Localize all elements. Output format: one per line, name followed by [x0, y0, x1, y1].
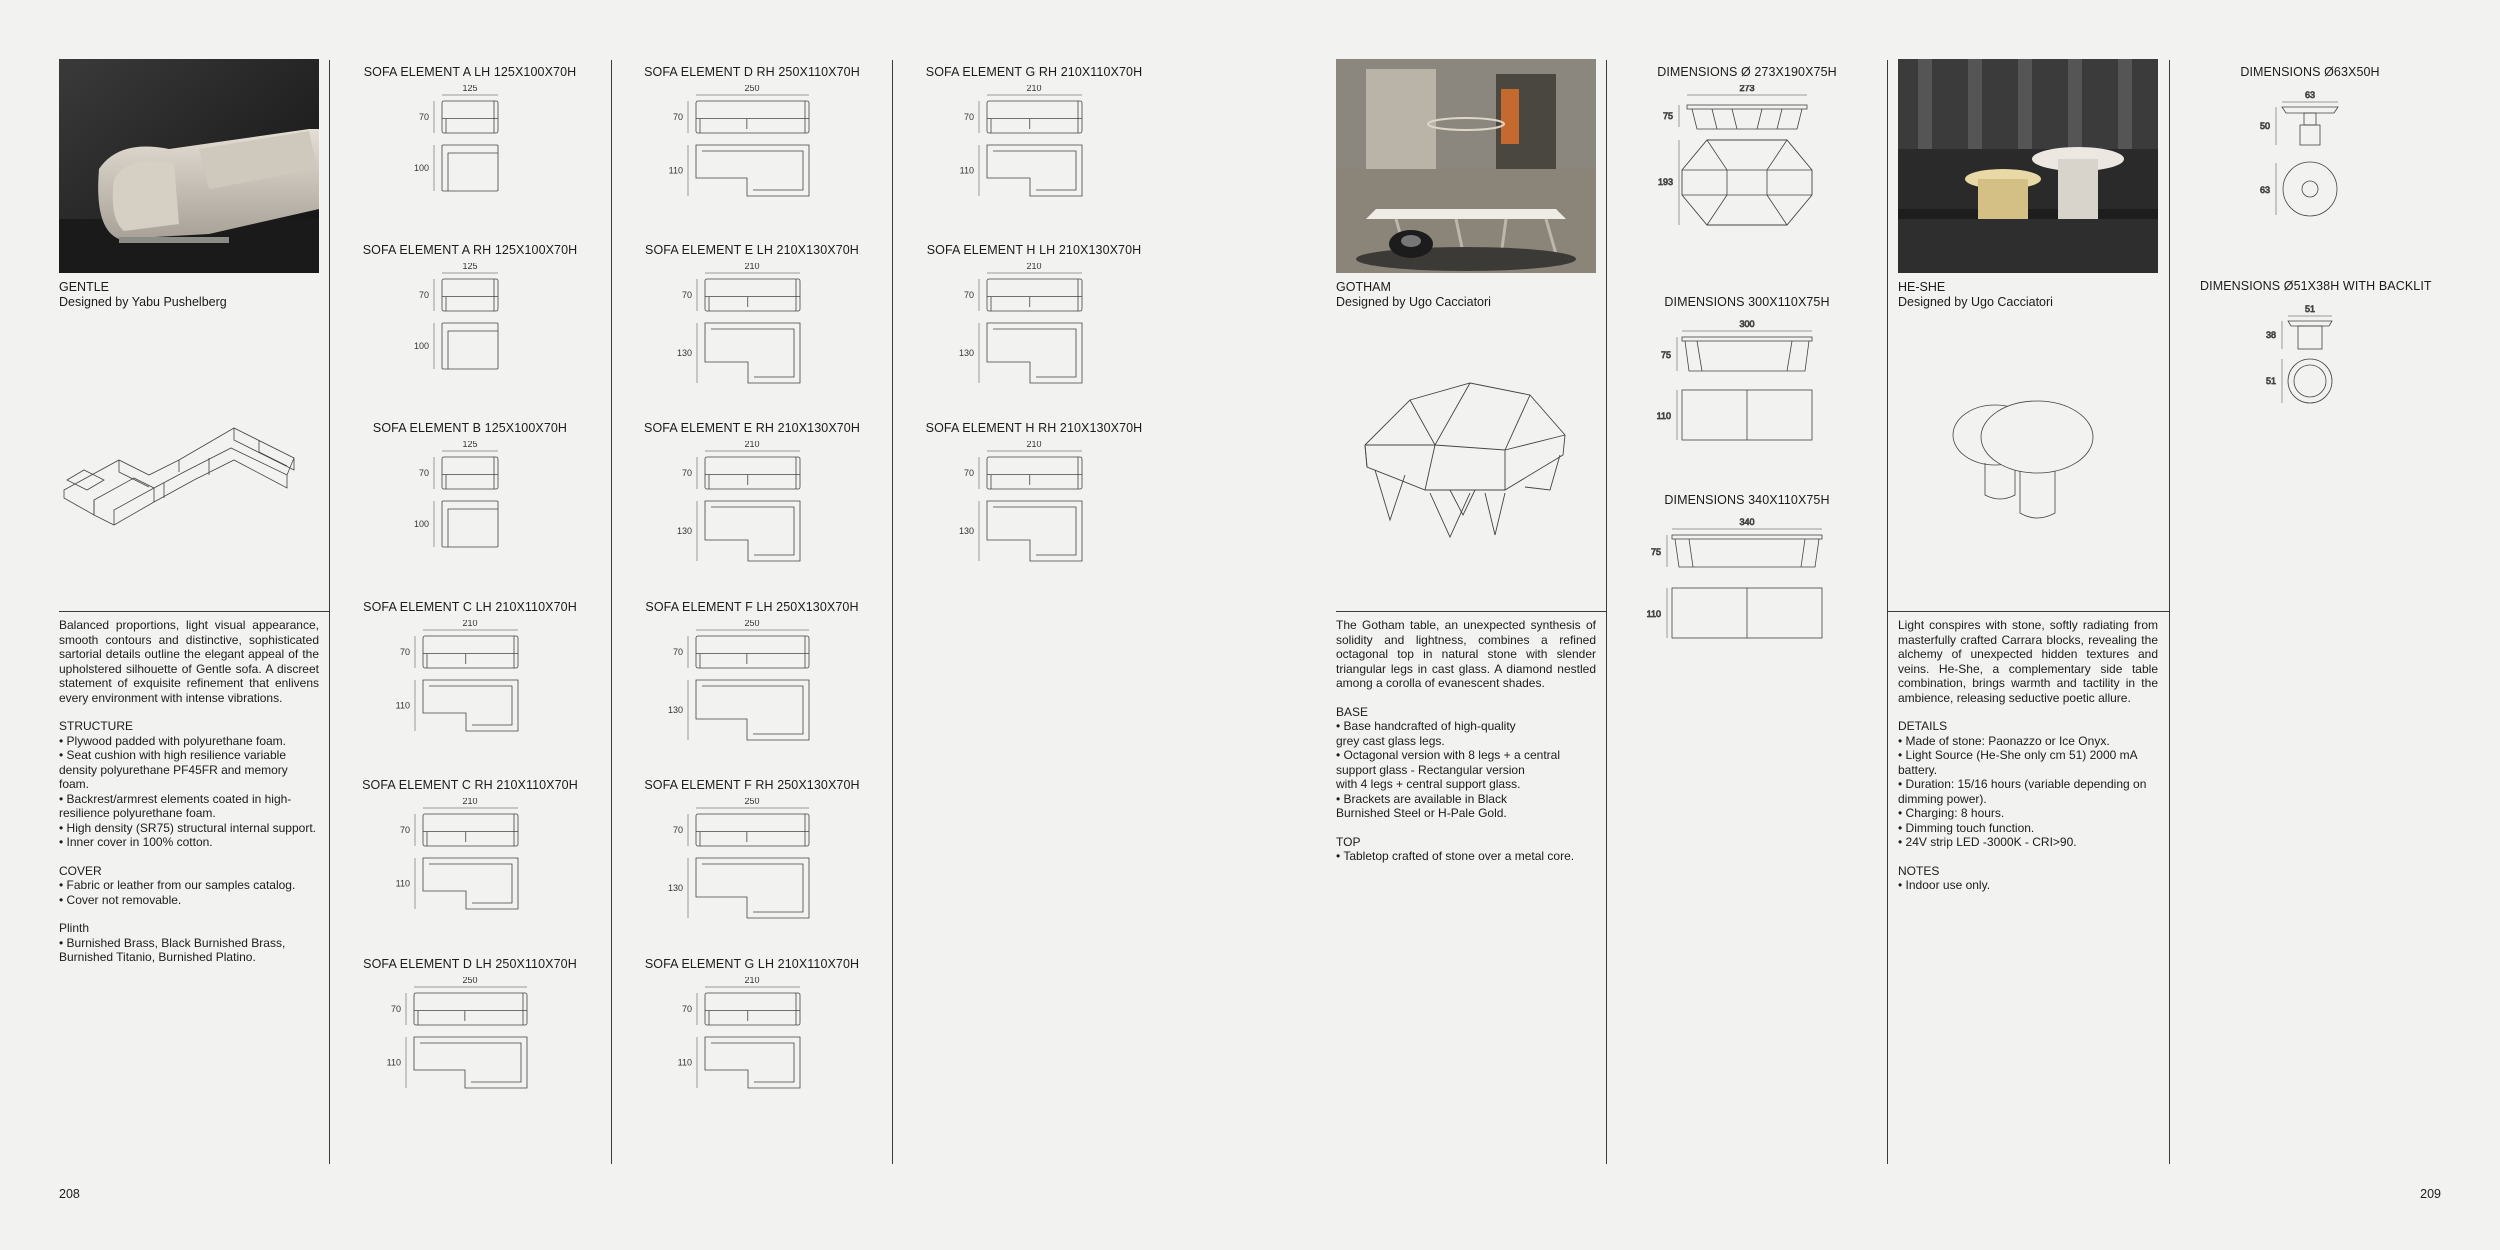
- gentle-sofa-photo: [59, 59, 319, 273]
- sofa-element-title: SOFA ELEMENT D LH 250X110X70H: [363, 957, 577, 971]
- designer-credit: Designed by Ugo Cacciatori: [1898, 295, 2053, 309]
- depth-label: 110: [1656, 411, 1671, 421]
- sofa-element-title: SOFA ELEMENT A LH 125X100X70H: [363, 65, 577, 79]
- depth-label: 51: [2265, 376, 2276, 386]
- depth-label: 100: [413, 519, 429, 529]
- elevation-outline: [442, 457, 498, 489]
- elevation-outline: [705, 993, 800, 1025]
- gotham-description: [1336, 618, 1596, 864]
- width-label: 125: [462, 85, 478, 93]
- heshe-caption: [1898, 280, 2053, 310]
- plan-outline: [987, 145, 1082, 196]
- plan-inner: [993, 151, 1076, 190]
- width-label: 125: [462, 263, 478, 271]
- height-label: 70: [418, 290, 429, 300]
- plan-outline: [705, 501, 800, 561]
- depth-label: 110: [959, 165, 974, 176]
- plan-outline: [423, 680, 518, 731]
- sofa-element-title: SOFA ELEMENT B 125X100X70H: [372, 421, 568, 435]
- section-rule: [1336, 611, 1606, 612]
- depth-label: 130: [958, 526, 974, 536]
- depth-label: 110: [668, 165, 683, 176]
- depth-label: 130: [676, 526, 692, 536]
- sofa-element-drawing: [360, 243, 580, 403]
- height-label: 70: [399, 647, 410, 657]
- bullet: • Made of stone: Paonazzo or Ice Onyx.: [1898, 733, 2110, 748]
- sofa-element-title: SOFA ELEMENT D RH 250X110X70H: [644, 65, 860, 79]
- column-divider: [2169, 60, 2170, 1164]
- sofa-element-drawing: [642, 65, 862, 225]
- width-label: 210: [1026, 85, 1042, 93]
- description-text: Balanced proportions, light visual appearance, smooth contours and distinctive, sophisticated sartorial details outline the elegant appeal of the upholstered silhouette of Gentle sofa. A discreet statement of exquisite refinement that enlivens every environment with intense vibrations.: [59, 618, 319, 705]
- depth-label: 130: [958, 348, 974, 358]
- bullet: • 24V strip LED -3000K - CRI>90.: [1898, 835, 2077, 849]
- page-number-right: 209: [2420, 1187, 2441, 1201]
- dimension-title: DIMENSIONS 300X110X75H: [1664, 295, 1830, 309]
- height-label: 70: [681, 290, 692, 300]
- width-label: 210: [744, 977, 760, 985]
- column-divider: [329, 60, 330, 1164]
- base-section: [1336, 705, 1596, 821]
- elevation-outline: [423, 814, 518, 846]
- elevation-outline: [696, 101, 809, 133]
- plan-outline: [442, 501, 498, 547]
- top-section: [1336, 835, 1596, 864]
- plan-outline: [696, 145, 809, 196]
- width-label: 63: [2304, 90, 2316, 100]
- column-divider: [611, 60, 612, 1164]
- depth-label: 130: [667, 705, 683, 715]
- height-label: 70: [681, 468, 692, 478]
- section-title: NOTES: [1898, 863, 1940, 878]
- width-label: 125: [462, 441, 478, 449]
- plan-inner: [420, 1043, 521, 1082]
- plan-outline: [442, 145, 498, 191]
- bullet: • Duration: 15/16 hours (variable depending on dimming power).: [1898, 777, 2147, 806]
- gotham-caption: [1336, 280, 1491, 310]
- elevation-outline: [987, 457, 1082, 489]
- plan-inner: [702, 686, 803, 734]
- depth-label: 130: [676, 348, 692, 358]
- width-label: 300: [1739, 319, 1755, 329]
- dimension-title: DIMENSIONS Ø63X50H: [2240, 65, 2380, 79]
- plan-inner: [448, 153, 498, 191]
- bullet: Burnished Steel or H-Pale Gold.: [1336, 806, 1507, 820]
- width-label: 210: [1026, 441, 1042, 449]
- bullet: • Brackets are available in Black: [1336, 791, 1507, 806]
- sofa-element-title: SOFA ELEMENT G LH 210X110X70H: [644, 957, 860, 971]
- plan-outline: [442, 323, 498, 369]
- bullet: • Seat cushion with high resilience variable density polyurethane PF45FR and memory foam.: [59, 748, 288, 791]
- bullet: • Inner cover in 100% cotton.: [59, 835, 213, 849]
- sofa-element-title: SOFA ELEMENT C RH 210X110X70H: [362, 778, 578, 792]
- depth-label: 110: [386, 1057, 401, 1068]
- depth-label: 110: [395, 878, 410, 889]
- plan-outline: [696, 680, 809, 740]
- product-name: HE-SHE: [1898, 280, 1946, 294]
- sofa-element-title: SOFA ELEMENT E RH 210X130X70H: [644, 421, 860, 435]
- elevation-outline: [705, 279, 800, 311]
- column-divider: [1606, 60, 1607, 1164]
- width-label: 210: [1026, 263, 1042, 271]
- sofa-element-drawing: [642, 600, 862, 760]
- height-label: 70: [963, 290, 974, 300]
- gentle-sofa-sketch: [59, 380, 319, 540]
- description-text: The Gotham table, an unexpected synthesis of solidity and lightness, combines a refined octagonal top in natural stone with slender triangular legs in cast glass. A diamond nestled among a corolla of evanescent shades.: [1336, 618, 1596, 690]
- bullet: • Backrest/armrest elements coated in high-resilience polyurethane foam.: [59, 791, 292, 820]
- height-label: 70: [399, 825, 410, 835]
- sofa-element-title: SOFA ELEMENT G RH 210X110X70H: [925, 65, 1143, 79]
- sofa-element-drawing: [360, 421, 580, 581]
- heshe-description: [1898, 618, 2158, 893]
- plan-inner: [711, 507, 794, 555]
- elevation-outline: [423, 636, 518, 668]
- height-label: 70: [963, 112, 974, 122]
- height-label: 50: [2259, 121, 2270, 131]
- section-title: COVER: [59, 863, 102, 878]
- bullet: • High density (SR75) structural internal support.: [59, 820, 316, 835]
- height-label: 70: [672, 825, 683, 835]
- height-label: 70: [681, 1004, 692, 1014]
- depth-label: 100: [413, 163, 429, 173]
- plan-inner: [429, 686, 512, 725]
- plan-inner: [711, 329, 794, 377]
- plan-outline: [423, 858, 518, 909]
- width-label: 250: [744, 620, 760, 628]
- dimension-title: DIMENSIONS Ø 273X190X75H: [1657, 65, 1837, 79]
- bullet: • Tabletop crafted of stone over a metal core.: [1336, 849, 1575, 863]
- gotham-dimension-340: [1637, 493, 1857, 663]
- plan-outline: [705, 1037, 800, 1088]
- width-label: 273: [1739, 85, 1755, 93]
- plan-outline: [987, 501, 1082, 561]
- description-text: Light conspires with stone, softly radiating from masterfully crafted Carrara blocks, revealing the alchemy of unexpected hidden textures and veins. He-She, a complementary side table combination, brings warmth and tactility in the ambience, releasing seductive poetic allure.: [1898, 618, 2158, 705]
- elevation-outline: [414, 993, 527, 1025]
- sofa-element-title: SOFA ELEMENT H LH 210X130X70H: [926, 243, 1142, 257]
- sofa-element-drawing: [924, 243, 1144, 403]
- sofa-element-title: SOFA ELEMENT C LH 210X110X70H: [363, 600, 577, 614]
- bullet: • Burnished Brass, Black Burnished Brass, Burnished Titanio, Burnished Platino.: [59, 935, 286, 964]
- plan-inner: [702, 151, 803, 190]
- product-name: GOTHAM: [1336, 280, 1391, 294]
- elevation-outline: [442, 279, 498, 311]
- gotham-dimension-octagonal: [1637, 65, 1857, 265]
- gentle-description: [59, 618, 319, 965]
- plan-inner: [702, 864, 803, 912]
- sofa-element-title: SOFA ELEMENT E LH 210X130X70H: [645, 243, 859, 257]
- width-label: 250: [462, 977, 478, 985]
- bullet: • Dimming touch function.: [1898, 820, 2035, 835]
- heshe-table-photo: [1898, 59, 2158, 273]
- bullet: • Cover not removable.: [59, 892, 182, 907]
- dimension-title: DIMENSIONS 340X110X75H: [1664, 493, 1830, 507]
- sofa-element-drawing: [642, 957, 862, 1117]
- depth-label: 110: [1646, 609, 1661, 619]
- plan-outline: [705, 323, 800, 383]
- designer-credit: Designed by Ugo Cacciatori: [1336, 295, 1491, 309]
- gotham-table-sketch: [1355, 375, 1575, 545]
- height-label: 75: [1662, 111, 1673, 121]
- sofa-element-drawing: [642, 778, 862, 938]
- bullet: • Plywood padded with polyurethane foam.: [59, 733, 287, 748]
- notes-section: [1898, 864, 2158, 893]
- column-divider: [892, 60, 893, 1164]
- width-label: 340: [1739, 517, 1755, 527]
- section-title: Plinth: [59, 921, 90, 935]
- page-number-left: 208: [59, 1187, 80, 1201]
- elevation-outline: [987, 279, 1082, 311]
- sofa-element-title: SOFA ELEMENT F RH 250X130X70H: [644, 778, 860, 792]
- sofa-element-drawing: [924, 65, 1144, 225]
- sofa-element-title: SOFA ELEMENT A RH 125X100X70H: [362, 243, 578, 257]
- depth-label: 100: [413, 341, 429, 351]
- sofa-element-title: SOFA ELEMENT H RH 210X130X70H: [925, 421, 1143, 435]
- height-label: 38: [2265, 330, 2276, 340]
- depth-label: 63: [2259, 185, 2270, 195]
- plan-outline: [987, 323, 1082, 383]
- bullet: • Charging: 8 hours.: [1898, 806, 2005, 820]
- height-label: 70: [418, 468, 429, 478]
- plan-inner: [448, 331, 498, 369]
- width-label: 210: [744, 263, 760, 271]
- sofa-element-drawing: [360, 65, 580, 225]
- structure-section: [59, 719, 319, 850]
- sofa-element-drawing: [360, 778, 580, 938]
- height-label: 70: [672, 112, 683, 122]
- height-label: 70: [672, 647, 683, 657]
- bullet: support glass - Rectangular version: [1336, 762, 1525, 777]
- plan-inner: [448, 509, 498, 547]
- sofa-element-drawing: [642, 243, 862, 403]
- height-label: 70: [418, 112, 429, 122]
- bullet: • Fabric or leather from our samples catalog.: [59, 878, 296, 892]
- sofa-element-drawing: [642, 421, 862, 581]
- elevation-outline: [442, 101, 498, 133]
- plan-outline: [414, 1037, 527, 1088]
- details-section: [1898, 719, 2158, 850]
- dimension-title: DIMENSIONS Ø51X38H WITH BACKLIT: [2200, 279, 2432, 293]
- width-label: 210: [462, 798, 478, 806]
- bullet: • Indoor use only.: [1898, 878, 1991, 892]
- width-label: 210: [744, 441, 760, 449]
- heshe-dimension-63: [2200, 65, 2420, 265]
- height-label: 75: [1650, 547, 1661, 557]
- width-label: 250: [744, 798, 760, 806]
- heshe-table-sketch: [1945, 395, 2105, 525]
- gotham-dimension-300: [1637, 295, 1857, 465]
- gotham-table-photo: [1336, 59, 1596, 273]
- cover-section: [59, 864, 319, 908]
- elevation-outline: [987, 101, 1082, 133]
- height-label: 70: [390, 1004, 401, 1014]
- depth-label: 110: [677, 1057, 692, 1068]
- section-title: DETAILS: [1898, 719, 1948, 733]
- gentle-caption: [59, 280, 227, 310]
- plan-inner: [993, 507, 1076, 555]
- elevation-outline: [696, 814, 809, 846]
- height-label: 70: [963, 468, 974, 478]
- width-label: 210: [462, 620, 478, 628]
- section-title: BASE: [1336, 704, 1369, 719]
- plan-inner: [429, 864, 512, 903]
- sofa-element-title: SOFA ELEMENT F LH 250X130X70H: [645, 600, 859, 614]
- heshe-dimension-51: [2200, 279, 2432, 439]
- plan-outline: [696, 858, 809, 918]
- section-title: STRUCTURE: [59, 719, 133, 733]
- width-label: 250: [744, 85, 760, 93]
- width-label: 51: [2304, 304, 2316, 314]
- plinth-section: [59, 921, 319, 965]
- sofa-element-drawing: [360, 957, 580, 1117]
- section-title: TOP: [1336, 834, 1361, 849]
- bullet: • Base handcrafted of high-quality: [1336, 719, 1516, 733]
- sofa-element-drawing: [360, 600, 580, 760]
- column-divider: [1887, 60, 1888, 1164]
- plan-inner: [711, 1043, 794, 1082]
- bullet: • Octagonal version with 8 legs + a central: [1336, 748, 1560, 762]
- bullet: grey cast glass legs.: [1336, 733, 1445, 748]
- depth-label: 193: [1657, 177, 1673, 187]
- bullet: with 4 legs + central support glass.: [1336, 777, 1521, 791]
- bullet: • Light Source (He-She only cm 51) 2000 mA battery.: [1898, 748, 2137, 777]
- elevation-outline: [705, 457, 800, 489]
- sofa-element-drawing: [924, 421, 1144, 581]
- product-name: GENTLE: [59, 280, 110, 294]
- depth-label: 110: [395, 700, 410, 711]
- elevation-outline: [696, 636, 809, 668]
- section-rule: [1888, 611, 2169, 612]
- depth-label: 130: [667, 883, 683, 893]
- designer-credit: Designed by Yabu Pushelberg: [59, 295, 227, 309]
- section-rule: [59, 611, 329, 612]
- plan-inner: [993, 329, 1076, 377]
- height-label: 75: [1660, 350, 1671, 360]
